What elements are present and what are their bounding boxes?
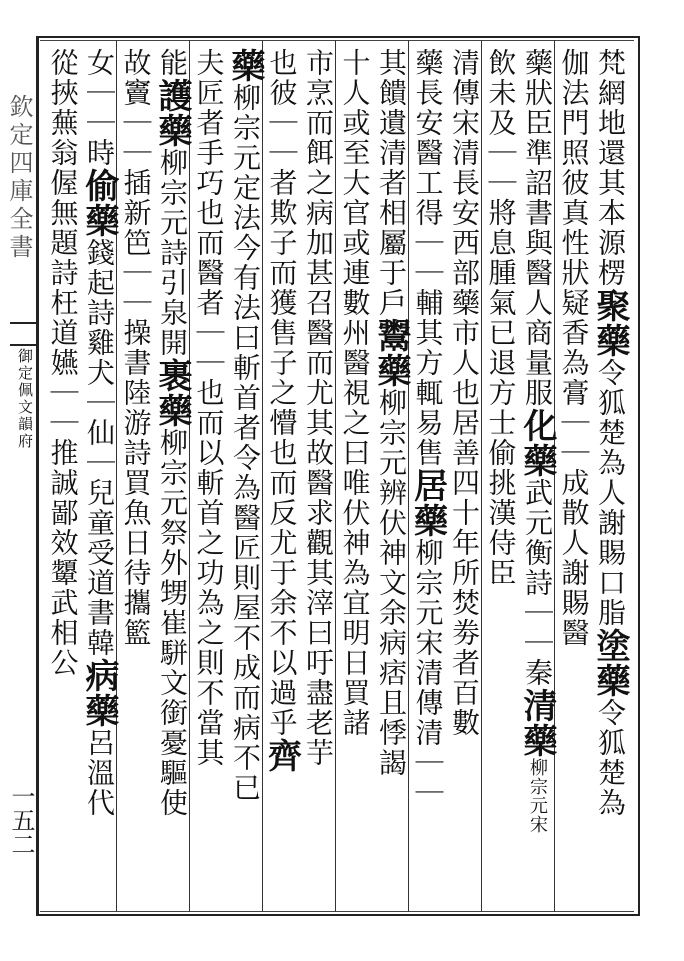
text-column [519,48,556,908]
text-segment: 柳宗元祭外甥崔駢文銜憂驅使 [156,428,189,818]
text-segment: 藥狀臣準詔書與醫人商量服 [521,48,554,408]
text-segment: 方士偷挑漢侍臣 [484,378,518,588]
text-segment: 清傳宋清長安西部藥市人也居善 [448,48,481,468]
book-subtitle: 御定佩文韻府 [16,348,34,450]
text-segment: 飲未及｜｜將息腫氣已退 [484,48,518,378]
fold-margin [2,36,37,916]
text-column [555,48,592,908]
text-segment: 柳宗元宋 [527,758,548,834]
text-segment: ｜｜操書陸游詩買魚日待攜籃 [119,258,153,648]
text-column [227,48,264,908]
text-segment: 四十年所焚劵者百數 [448,468,481,738]
text-segment: 故竇｜｜插新笆 [119,48,153,258]
text-segment: 能 [156,48,189,78]
text-segment: 錢起詩雞犬｜仙｜兒童受道書韓 [83,238,116,658]
text-column [592,48,629,908]
text-segment: 武元衡詩｜｜秦 [521,478,554,688]
text-column [263,48,300,908]
text-column [44,48,81,908]
text-column [409,48,446,908]
fishtail-mark [10,322,36,346]
text-column [300,48,337,908]
text-segment: 醫視之曰唯伏神為宜明日買諸 [338,348,372,738]
text-segment: 夫匠者手巧也而醫者｜｜也而以斬首之功為之則不當其 [192,48,226,768]
entry-headword: 藥 [225,48,265,83]
text-column [336,48,373,908]
entry-headword: 塗藥 [590,628,630,698]
text-segment: 從挾蕪翁 [46,48,80,168]
entry-headword: 齊 [261,738,302,773]
entry-headword: 鬻藥 [371,318,411,388]
entry-headword: 病藥 [79,658,119,728]
text-segment: 梵網地還其本源楞 [594,48,627,288]
text-segment: 武相公 [46,588,80,678]
text-column [117,48,154,908]
text-column [81,48,118,908]
text-segment: 柳宗元宋清傳清｜｜ [411,538,445,808]
book-title: 欽定四庫全書 [5,94,33,262]
text-segment: 市烹而餌之病加甚召醫而尤其故醫求觀其滓曰吁盡老芋 [302,48,335,768]
entry-headword: 聚藥 [590,288,630,358]
text-column [373,48,410,908]
page-number: 一五二 [7,784,35,856]
text-segment: 偓無題詩枉道嬿｜｜推誠鄙效顰 [46,168,80,588]
text-segment: 伽法門照彼真性 [557,48,591,258]
entry-headword: 裹藥 [152,358,192,428]
entry-headword: 居藥 [407,468,448,538]
text-segment: 也彼｜｜者欺子而獲售子之懵也而反尤于余不以過乎 [265,48,299,738]
text-segment: 令狐楚為人謝賜口脂 [594,358,627,628]
text-segment: 人謝賜醫 [557,528,591,648]
text-segment: 呂溫代 [83,728,116,818]
text-segment: 令狐楚為 [594,698,627,818]
text-segment: 十人或至大官或連數州 [338,48,372,348]
text-column [446,48,483,908]
entry-headword: 偷藥 [79,168,119,238]
text-column [154,48,191,908]
text-segment: 柳宗元詩引泉開 [156,148,189,358]
text-segment: 女｜｜時 [83,48,116,168]
entry-headword: 清藥 [517,688,557,758]
text-column [482,48,519,908]
text-segment: 其饋遺清者相屬于戶 [375,48,408,318]
text-column [190,48,227,908]
text-segment: 柳宗元辨伏神文余病痞且悸謁 [375,388,408,778]
entry-headword: 化藥 [517,408,557,478]
text-segment: 柳宗元定法今有法曰斬首者令為醫匠則屋不成而病不已 [229,83,262,803]
entry-headword: 護藥 [152,78,192,148]
text-segment: 狀疑香為膏｜｜成散 [557,258,591,528]
text-segment: 藥長安醫工得｜｜輔其方輒易售 [411,48,445,468]
